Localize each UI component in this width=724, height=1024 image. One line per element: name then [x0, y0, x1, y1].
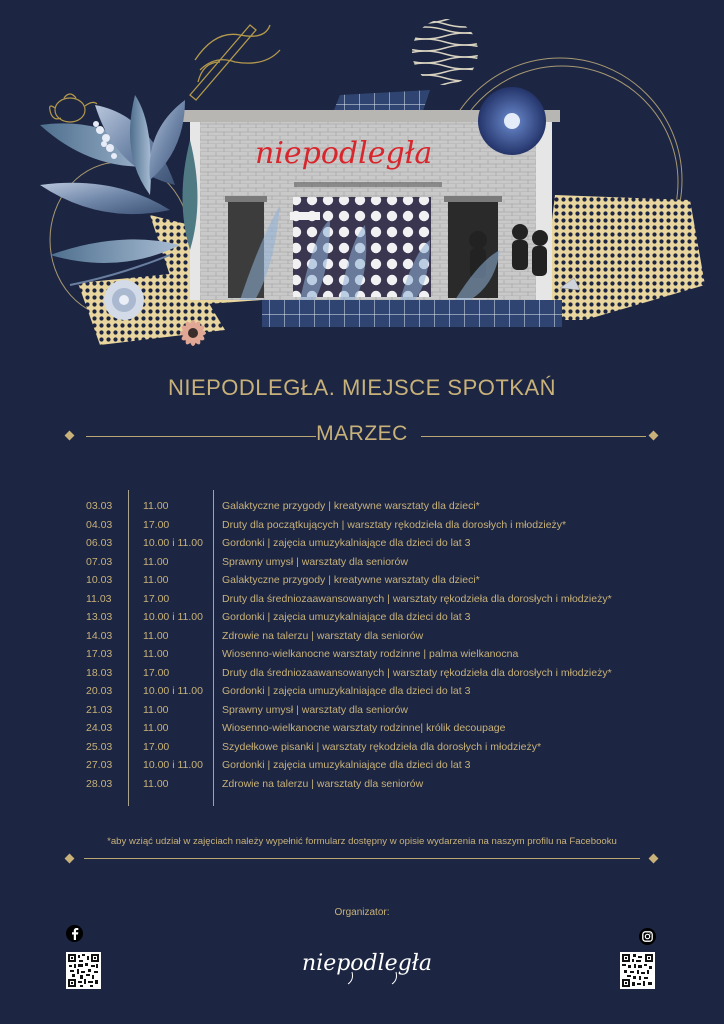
table-row — [0, 593, 724, 612]
time-cell: 11.00 — [143, 648, 169, 660]
time-cell: 17.00 — [143, 740, 170, 753]
event-cell: Zdrowie na talerzu | warsztaty dla seniorów — [222, 777, 424, 790]
event-cell: Wiosenno-wielkanocne warsztaty rodzinne| królik decoupage — [222, 722, 506, 734]
event-cell: Galaktyczne przygody | kreatywne warsztaty dla dzieci* — [222, 500, 480, 512]
time-cell: 11.00 — [143, 629, 169, 642]
time-cell: 10.00 i 11.00 — [143, 685, 203, 697]
table-row — [0, 611, 724, 630]
event-cell: Druty dla średniozaawansowanych | warsztaty rękodzieła dla dorosłych i młodzieży* — [222, 666, 612, 679]
date-cell: 18.03 — [86, 666, 113, 679]
table-row — [0, 759, 724, 778]
organizer-logo — [296, 942, 436, 987]
date-cell: 07.03 — [86, 555, 113, 568]
date-cell: 04.03 — [86, 518, 113, 531]
time-cell: 11.00 — [143, 703, 169, 716]
date-cell: 24.03 — [86, 722, 113, 734]
event-cell: Druty dla średniozaawansowanych | warsztaty rękodzieła dla dorosłych i młodzieży* — [222, 592, 612, 605]
event-cell: Galaktyczne przygody | kreatywne warsztaty dla dzieci* — [222, 574, 480, 586]
table-row — [0, 630, 724, 649]
table-row — [0, 667, 724, 686]
time-cell: 10.00 i 11.00 — [143, 611, 203, 623]
table-row — [0, 537, 724, 556]
event-cell: Gordonki | zajęcia umuzykalniające dla dzieci do lat 3 — [222, 759, 471, 771]
diamond-ornament-right — [649, 854, 659, 864]
event-cell: Szydełkowe pisanki | warsztaty rękodzieła dla dorosłych i młodzieży* — [222, 740, 542, 753]
instagram-icon[interactable] — [639, 928, 656, 945]
date-cell: 27.03 — [86, 759, 113, 771]
time-cell: 11.00 — [143, 777, 169, 790]
date-cell: 28.03 — [86, 777, 113, 790]
table-row — [0, 704, 724, 723]
time-cell: 10.00 i 11.00 — [143, 537, 203, 549]
table-row — [0, 741, 724, 760]
time-cell: 11.00 — [143, 500, 169, 512]
facebook-qr-code — [66, 952, 101, 989]
hand-drawing-illustration — [190, 25, 280, 100]
blue-flower — [478, 87, 546, 155]
facebook-icon[interactable] — [66, 925, 83, 942]
time-cell: 11.00 — [143, 722, 169, 734]
diamond-ornament-left — [65, 854, 75, 864]
date-cell: 10.03 — [86, 574, 113, 586]
date-cell: 03.03 — [86, 500, 113, 512]
table-row — [0, 519, 724, 538]
organizer-label: Organizator: — [334, 907, 390, 918]
table-row — [0, 722, 724, 741]
event-cell: Sprawny umysł | warsztaty dla seniorów — [222, 703, 408, 716]
event-cell: Gordonki | zajęcia umuzykalniające dla dzieci do lat 3 — [222, 685, 471, 697]
teapot-illustration — [50, 94, 97, 122]
date-cell: 20.03 — [86, 685, 113, 697]
table-row — [0, 778, 724, 797]
month-label: MARZEC — [316, 422, 408, 445]
time-cell: 10.00 i 11.00 — [143, 759, 203, 771]
time-cell: 11.00 — [143, 574, 169, 586]
logo-text: niepodległa — [302, 951, 433, 976]
table-row — [0, 685, 724, 704]
table-row — [0, 556, 724, 575]
time-cell: 17.00 — [143, 518, 170, 531]
time-cell: 17.00 — [143, 592, 170, 605]
divider-line — [84, 858, 640, 859]
event-cell: Wiosenno-wielkanocne warsztaty rodzinne | palma wielkanocna — [222, 648, 519, 660]
page-title: NIEPODLEGŁA. MIEJSCE SPOTKAŃ — [167, 375, 557, 400]
date-cell: 25.03 — [86, 740, 113, 753]
event-cell: Zdrowie na talerzu | warsztaty dla seniorów — [222, 629, 424, 642]
striped-moon — [405, 17, 485, 87]
collage-artwork — [0, 0, 724, 365]
time-cell: 17.00 — [143, 666, 170, 679]
table-row — [0, 574, 724, 593]
event-cell: Sprawny umysł | warsztaty dla seniorów — [222, 555, 408, 568]
date-cell: 11.03 — [86, 592, 112, 605]
month-heading — [66, 422, 658, 450]
event-cell: Gordonki | zajęcia umuzykalniające dla dzieci do lat 3 — [222, 537, 471, 549]
footnote: *aby wziąć udział w zajęciach należy wypełnić formularz dostępny w opisie wydarzenia na naszym profilu na Facebooku — [107, 836, 617, 847]
header-collage — [0, 0, 724, 365]
footnote-divider — [66, 852, 658, 866]
table-row — [0, 500, 724, 519]
event-cell: Gordonki | zajęcia umuzykalniające dla dzieci do lat 3 — [222, 611, 471, 623]
date-cell: 13.03 — [86, 611, 113, 623]
rose — [104, 280, 144, 320]
table-row — [0, 648, 724, 667]
date-cell: 21.03 — [86, 703, 113, 716]
time-cell: 11.00 — [143, 555, 169, 568]
instagram-qr-code — [620, 952, 655, 989]
divider-line-right — [421, 436, 646, 437]
date-cell: 06.03 — [86, 537, 113, 549]
date-cell: 14.03 — [86, 629, 113, 642]
date-cell: 17.03 — [86, 648, 113, 660]
neon-sign-text: niepodległa — [255, 136, 433, 171]
event-cell: Druty dla początkujących | warsztaty rękodzieła dla dorosłych i młodzieży* — [222, 518, 567, 531]
